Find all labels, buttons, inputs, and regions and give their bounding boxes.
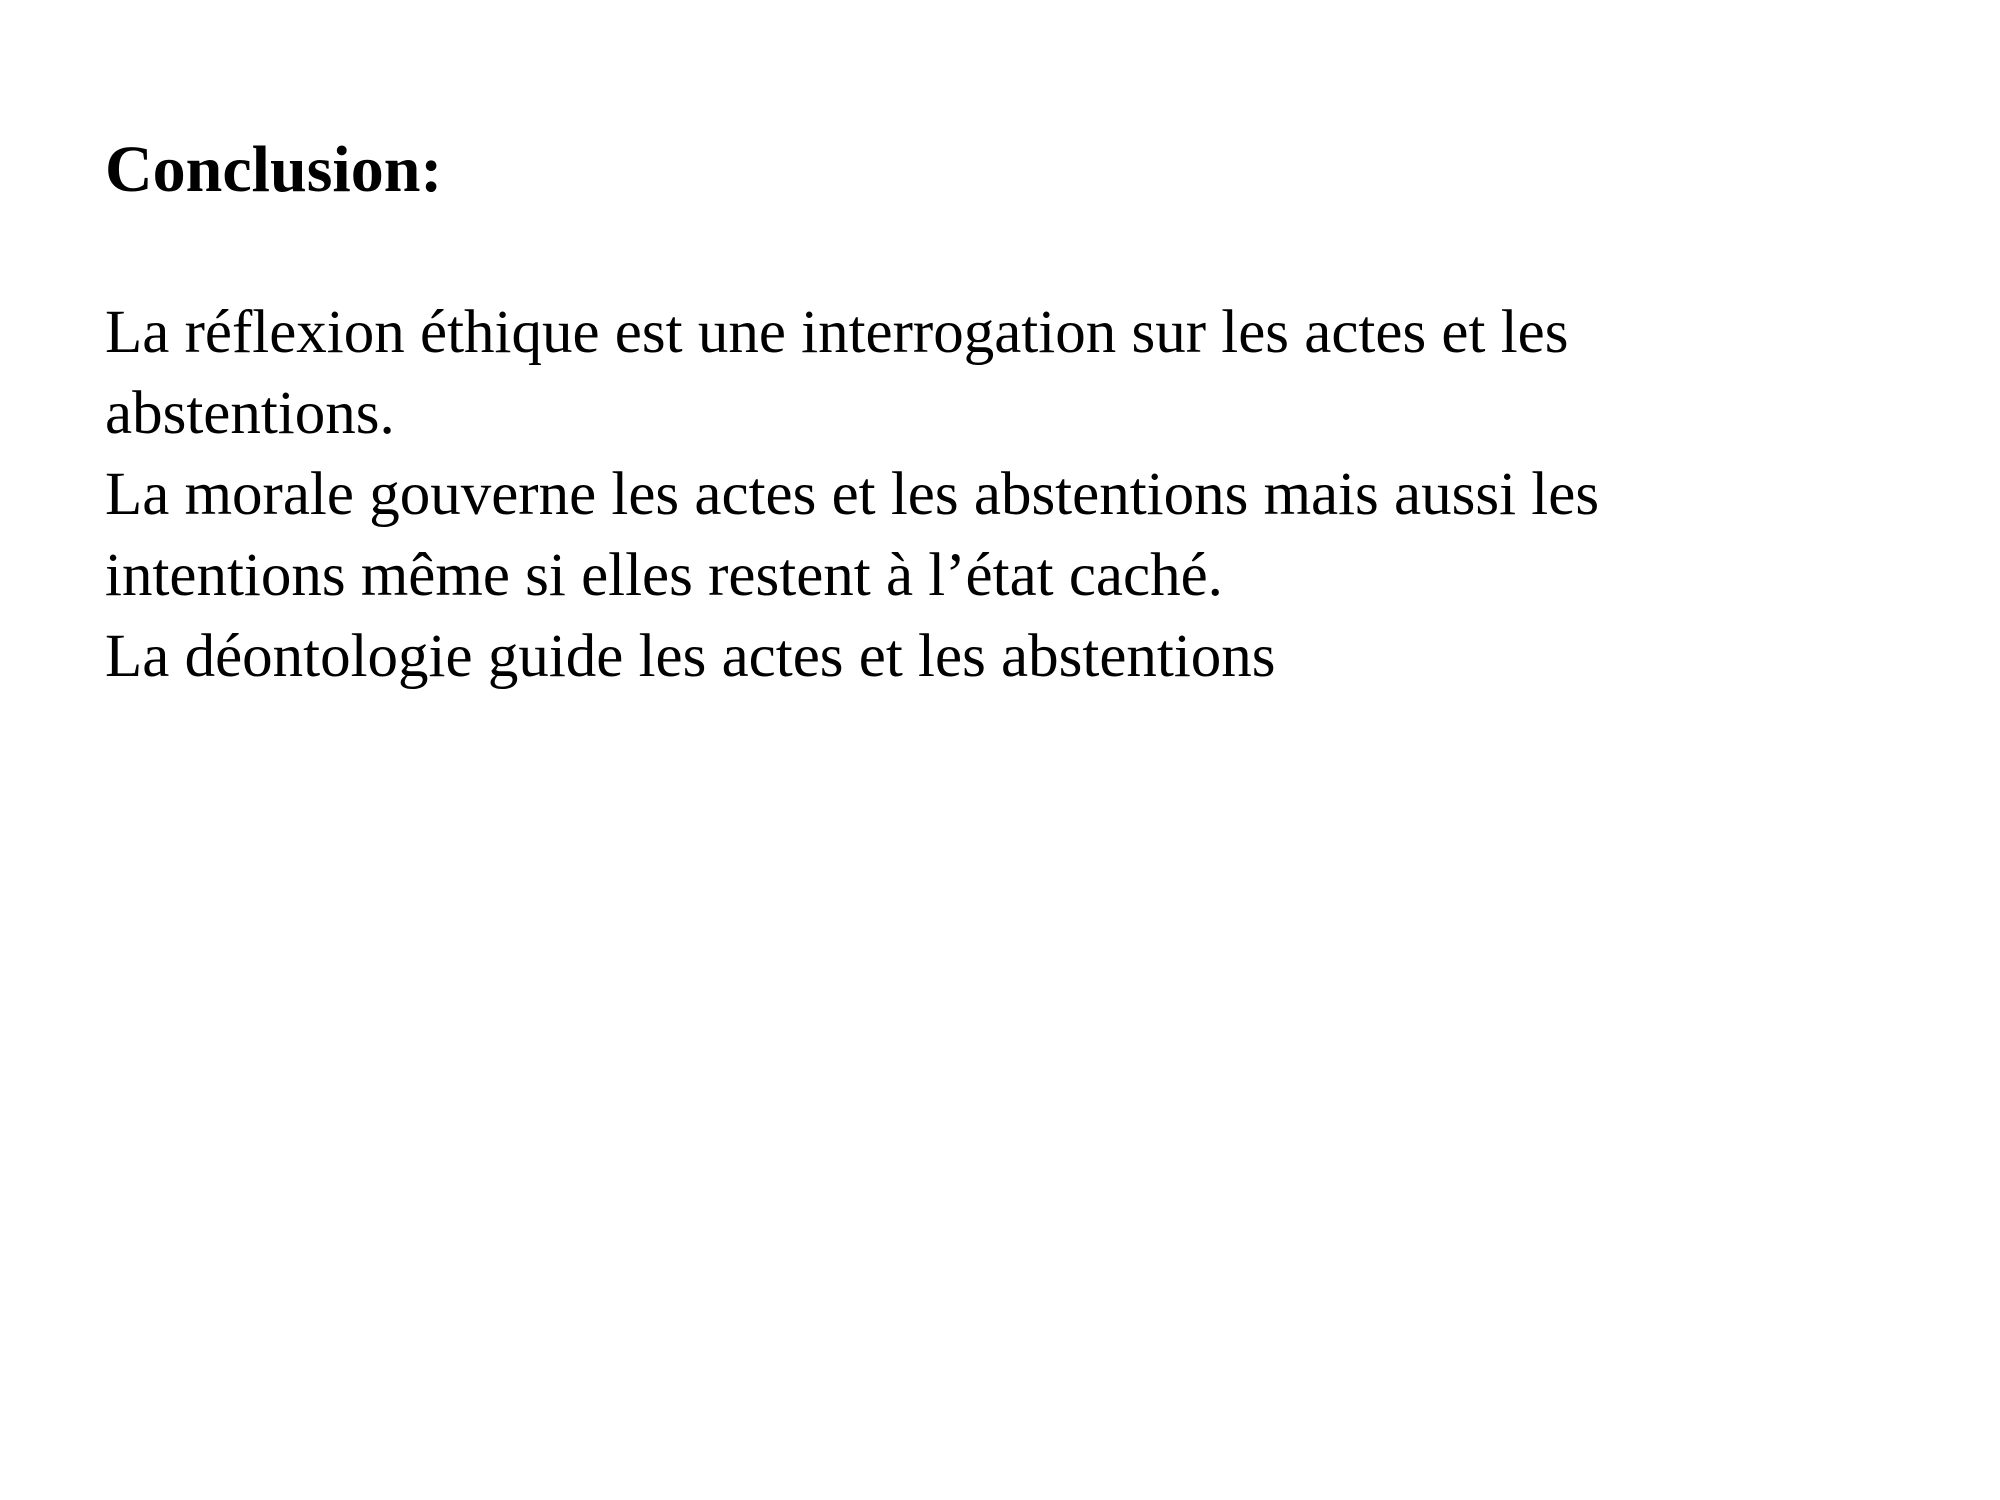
slide-content	[105, 130, 1925, 697]
body-line: La réflexion éthique est une interrogation sur les actes et les	[105, 299, 1569, 366]
body-line: abstentions.	[105, 380, 395, 447]
body-line: La déontologie guide les actes et les abstentions	[105, 623, 1276, 690]
slide-heading: Conclusion:	[105, 133, 443, 206]
slide-body	[105, 292, 1925, 697]
body-line: La morale gouverne les actes et les abstentions mais aussi les	[105, 461, 1600, 528]
body-line: intentions même si elles restent à l’état caché.	[105, 542, 1223, 609]
